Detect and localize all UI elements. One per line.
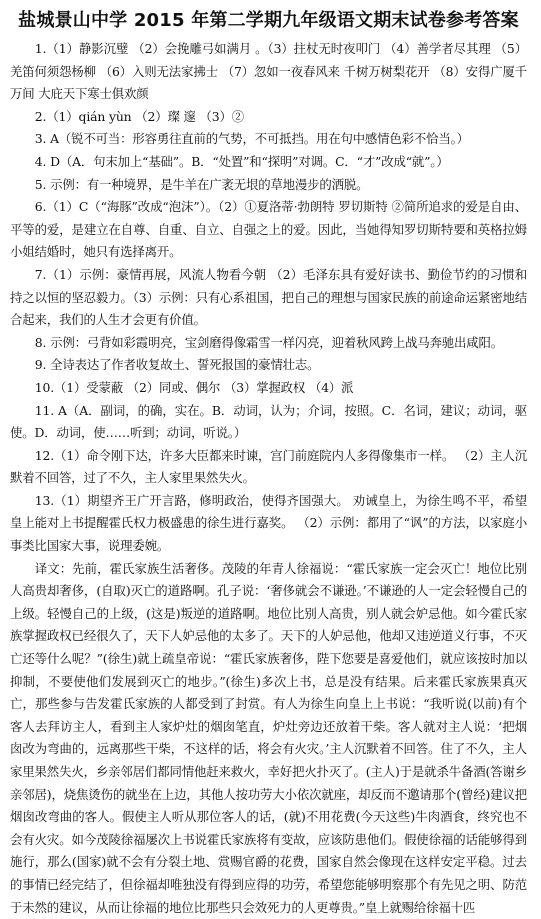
- answer-item-11: 11. A（A．副词，的确，实在。B．动词，认为；介词，按照。C．名词，建议；动词，驱使。D．动词，使……听到；动词，听说。）: [10, 402, 527, 441]
- translation-paragraph: 译文：先前，霍氏家族生活奢侈。茂陵的年青人徐福说：“霍氏家族一定会灭亡！地位比别人高贵却奢侈，(自取)灭亡的道路啊。孔子说：‘奢侈就会不谦逊。’不谦逊的人一定会轻慢自己的上级。轻慢自己的上级，(这是)叛逆的道路啊。地位比别人高贵，别人就会妒忌他。如今霍氏家族掌握政权已经很久了，天下人妒忌他的太多了。天下的人妒忌他，他却又违逆道义行事，不灭亡还等什么呢？”(徐生)就上疏皇帝说：“霍氏家族奢侈，陛下您要是喜爱他们，就应该按时加以抑制，不要使他们发展到灭亡的地步。”(徐生)多次上书，总是没有结果。后来霍氏家族果真灭亡，那些参与告发霍氏家族的人都受到了封赏。有人为徐生向皇上上书说：“我听说(以前)有个客人去拜访主人，看到主人家炉灶的烟囱笔直，炉灶旁边还放着干柴。客人就对主人说：‘把烟囱改为弯曲的，远离那些干柴，不这样的话，将会有火灾。’主人沉默着不回答。住了不久，主人家里果然失火，乡亲邻居们都同情他赶来救火，幸好把火扑灭了。(主人)于是就杀牛备酒(答谢乡亲邻居)，烧焦烫伤的就坐在上边，其他人按功劳大小依次就座，却反而不邀请那个(曾经)建议把烟囱改弯曲的客人。假使主人听从那位客人的话，(就)不用花费(今天这些)牛肉酒食，终究也不会有火灾。如今茂陵徐福屡次上书说霍氏家族将有变故，应该防患他们。假使徐福的话能够得到施行，那么(国家)就不会有分裂土地、赏赐官爵的花费，国家自然会像现在这样安定平稳。过去的事情已经完结了，但徐福却唯独没有得到应得的功劳，希望您能够明察那个有先见之明、防范于未然的建议，从而让徐福的地位比那些只会效死力的人更尊贵。”皇上就赐给徐福十匹: [10, 560, 527, 915]
- answer-body: [10, 38, 527, 919]
- answer-item-10: 10.（1）受蒙蔽 （2）同或、偶尔 （3）掌握政权 （4）派: [34, 379, 354, 395]
- answer-item-6: 6.（1）C（“海豚”改成“泡沫”）。（2）①夏洛蒂·勃朗特 罗切斯特 ②简所追求的爱是自由、平等的爱，是建立在自尊、自重、自立、自强之上的爱。因此，当她得知罗切斯特要和英格拉姆小姐结婚时，她只有选择离开。: [10, 199, 527, 260]
- answer-item-3: 3. A（锐不可当：形容勇往直前的气势，不可抵挡。用在句中感情色彩不恰当。）: [34, 131, 469, 147]
- answer-item-8: 8. 示例：弓背如彩霞明亮，宝剑磨得像霜雪一样闪亮，迎着秋风跨上战马奔驰出咸阳。: [34, 334, 504, 350]
- answer-item-12: 12.（1）命令刚下达，许多大臣都来时谏，宫门前庭院内人多得像集市一样。 （2）主人沉默着不回答，过了不久，主人家里果然失火。: [10, 447, 527, 486]
- document-title: 盐城景山中学 2015 年第二学期九年级语文期末试卷参考答案: [18, 10, 519, 31]
- answer-item-2: 2.（1）qián yùn （2）璨 邃 （3）②: [34, 108, 245, 124]
- answer-item-4: 4. D（A．句末加上“基础”。B．“处置”和“探明”对调。C．“才”改成“就”。）: [34, 153, 449, 169]
- answer-item-9: 9. 全诗表达了作者收复故土、誓死报国的豪情壮志。: [34, 357, 320, 373]
- answer-item-5: 5. 示例：有一种境界，是牛羊在广袤无垠的草地漫步的洒脱。: [34, 176, 369, 192]
- answer-item-1: 1.（1）静影沉璧 （2）会挽雕弓如满月 。（3）拄杖无时夜叩门 （4）善学者尽其理 （5）羌笛何须怨杨柳 （6）入则无法家拂士 （7）忽如一夜春风来 千树万树梨花开 （8）安得广厦千万间 大庇天下寒士俱欢颜: [10, 41, 527, 102]
- answer-item-7: 7.（1）示例：豪情再展，风流人物看今朝 （2）毛泽东具有爱好读书、勤俭节约的习惯和持之以恒的坚忍毅力。（3）示例：只有心系祖国，把自己的理想与国家民族的前途命运紧密地结合起来，我们的人生才会更有价值。: [10, 266, 527, 328]
- answer-item-13: 13.（1）期望齐王广开言路，修明政治，使得齐国强大。 劝诫皇上，为徐生鸣不平，希望皇上能对上书提醒霍氏权力极盛患的徐生进行嘉奖。 （2）示例：都用了“讽”的方法，以家庭小事类比国家大事，说理委婉。: [10, 492, 527, 554]
